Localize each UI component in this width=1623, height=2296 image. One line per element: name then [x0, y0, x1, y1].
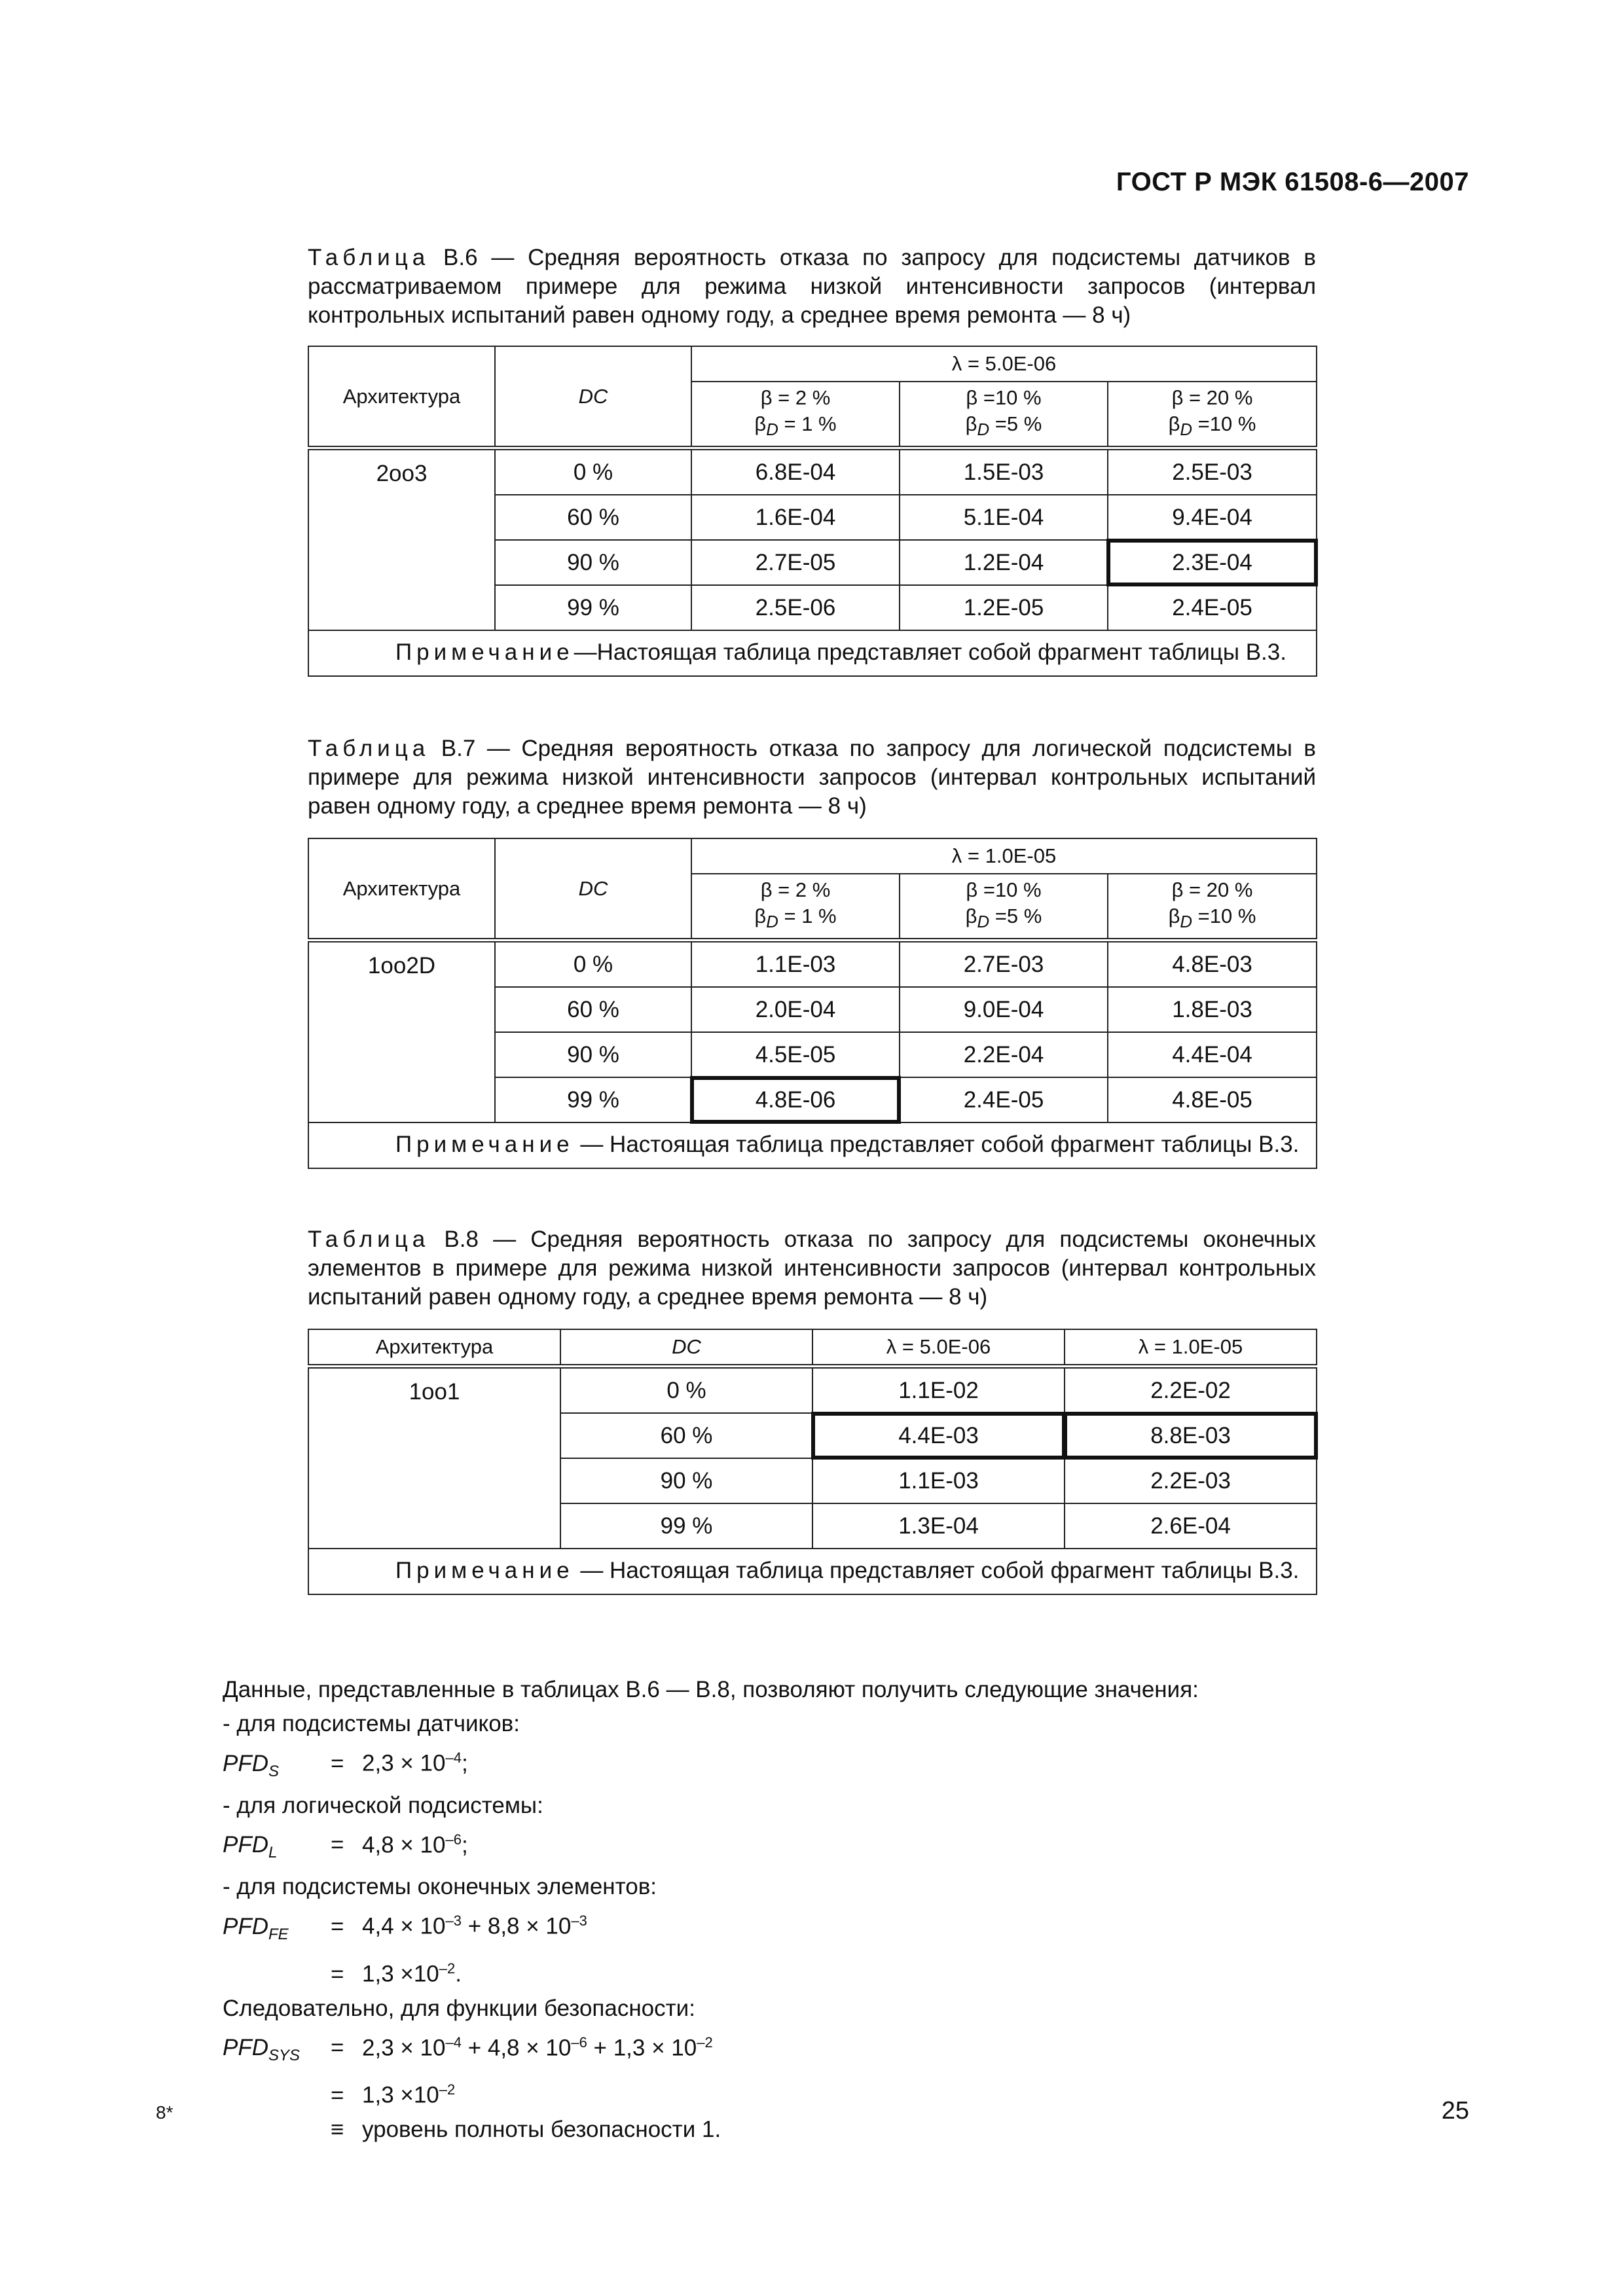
header-beta-2: β =10 % $\beta_D =5$ % — [900, 874, 1108, 941]
architecture-cell: 1oo2D — [308, 941, 495, 1123]
conclusion-label: Следовательно, для функции безопасности: — [223, 1995, 695, 2021]
header-beta-2: β =10 % $\beta_D =5$ % — [900, 382, 1108, 448]
header-beta-3: β = 20 % $\beta_D =10$ % — [1108, 382, 1317, 448]
table-caption-b6 — [308, 243, 1316, 330]
pfd-sys-formula: $PFD_{SYS} = 2,3 \times 10^{-4} + 4,8 \times 10^{-6} + 1,3 \times 10^{-2}$ — [223, 2034, 713, 2065]
value-cell: 2.0E-04 — [691, 987, 900, 1032]
table-note: Примечание — Настоящая таблица представляет собой фрагмент таблицы В.3. — [308, 1122, 1317, 1168]
caption-text: В.7 — Средняя вероятность отказа по запросу для логической подсистемы в примере для режима низкой интенсивности запросов (интервал контрольных испытаний равен одному году, а среднее время ремонта — 8 ч) — [308, 736, 1316, 819]
value-cell: 4.4E-04 — [1108, 1032, 1317, 1077]
header-architecture: Архитектура — [308, 838, 495, 941]
highlighted-value-cell: 4.8E-06 — [691, 1077, 900, 1122]
header-beta-1: β = 2 % $\beta_D = 1$ % — [691, 382, 900, 448]
header-lambda: λ = 1.0E-05 — [691, 838, 1317, 874]
final-elements-label: - для подсистемы оконечных элементов: — [223, 1874, 657, 1900]
value-cell: 2.4E-05 — [1108, 585, 1317, 630]
document-header: ГОСТ Р МЭК 61508-6—2007 — [1116, 168, 1469, 196]
table-caption-b8 — [308, 1225, 1316, 1312]
dc-cell: 90 % — [495, 1032, 691, 1077]
logic-label: - для логической подсистемы: — [223, 1792, 543, 1818]
value-cell: 2.2E-03 — [1065, 1458, 1317, 1503]
header-architecture: Архитектура — [308, 346, 495, 448]
value-cell: 1.1E-02 — [812, 1367, 1065, 1414]
value-cell: 1.1E-03 — [812, 1458, 1065, 1503]
dc-cell: 0 % — [495, 941, 691, 988]
sensors-label: - для подсистемы датчиков: — [223, 1711, 520, 1736]
header-dc: DC — [495, 346, 691, 448]
caption-lead: Таблица — [308, 736, 430, 761]
architecture-cell: 1oo1 — [308, 1367, 560, 1549]
pfd-sys-result: = $1,3 \times 10^{-2}$ — [331, 2081, 456, 2108]
table-caption-b7 — [308, 734, 1316, 821]
value-cell: 2.5E-06 — [691, 585, 900, 630]
caption-lead: Таблица — [308, 245, 430, 270]
table-note: Примечание — Настоящая таблица представляет собой фрагмент таблицы В.3. — [308, 1549, 1317, 1594]
pfd-s-formula: $PFD_S = 2,3 \times 10^{-4}$; — [223, 1749, 468, 1780]
sil-result: ≡ уровень полноты безопасности 1. — [331, 2116, 721, 2142]
value-cell: 1.2E-04 — [900, 540, 1108, 585]
page-number: 25 — [1441, 2097, 1469, 2125]
table-b6 — [308, 346, 1317, 677]
value-cell: 1.6E-04 — [691, 495, 900, 540]
value-cell: 1.2E-05 — [900, 585, 1108, 630]
caption-text: В.6 — Средняя вероятность отказа по запросу для подсистемы датчиков в рассматриваемом примере для режима низкой интенсивности запросов (интервал контрольных испытаний равен одному году, а среднее время ремонта — 8 ч) — [308, 245, 1316, 328]
value-cell: 1.1E-03 — [691, 941, 900, 988]
dc-cell: 90 % — [495, 540, 691, 585]
value-cell: 2.7E-03 — [900, 941, 1108, 988]
dc-cell: 0 % — [560, 1367, 812, 1414]
table-note: Примечание—Настоящая таблица представляет собой фрагмент таблицы В.3. — [308, 630, 1317, 676]
value-cell: 6.8E-04 — [691, 448, 900, 495]
value-cell: 4.8E-05 — [1108, 1077, 1317, 1122]
header-beta-1: β = 2 % $\beta_D = 1$ % — [691, 874, 900, 941]
architecture-cell: 2oo3 — [308, 448, 495, 631]
header-lambda-2: λ = 1.0E-05 — [1065, 1329, 1317, 1367]
table-row — [308, 941, 1317, 988]
value-cell: 2.5E-03 — [1108, 448, 1317, 495]
pfd-fe-formula: $PFD_{FE} = 4,4 \times 10^{-3} + 8,8 \times 10^{-3}$ — [223, 1912, 587, 1943]
value-cell: 2.7E-05 — [691, 540, 900, 585]
value-cell: 1.8E-03 — [1108, 987, 1317, 1032]
header-beta-3: β = 20 % $\beta_D =10$ % — [1108, 874, 1317, 941]
value-cell: 2.4E-05 — [900, 1077, 1108, 1122]
highlighted-value-cell: 2.3E-04 — [1108, 540, 1317, 585]
caption-lead: Таблица — [308, 1227, 430, 1252]
dc-cell: 90 % — [560, 1458, 812, 1503]
results-text — [223, 1673, 1199, 2147]
table-b7 — [308, 838, 1317, 1169]
value-cell: 4.5E-05 — [691, 1032, 900, 1077]
value-cell: 9.0E-04 — [900, 987, 1108, 1032]
table-b8 — [308, 1329, 1317, 1595]
value-cell: 9.4E-04 — [1108, 495, 1317, 540]
pfd-fe-result: = $1,3 \times 10^{-2}$. — [331, 1960, 462, 1987]
intro-line: Данные, представленные в таблицах В.6 — В.8, позволяют получить следующие значения: — [223, 1677, 1199, 1702]
dc-cell: 99 % — [560, 1503, 812, 1549]
header-dc: DC — [495, 838, 691, 941]
header-lambda: λ = 5.0E-06 — [691, 346, 1317, 382]
table-row — [308, 1367, 1317, 1414]
header-lambda-1: λ = 5.0E-06 — [812, 1329, 1065, 1367]
value-cell: 2.2E-02 — [1065, 1367, 1317, 1414]
highlighted-value-cell: 8.8E-03 — [1065, 1413, 1317, 1458]
value-cell: 2.6E-04 — [1065, 1503, 1317, 1549]
value-cell: 5.1E-04 — [900, 495, 1108, 540]
dc-cell: 99 % — [495, 1077, 691, 1122]
pfd-l-formula: $PFD_L = 4,8 \times 10^{-6}$; — [223, 1831, 468, 1862]
footer-sheet-mark: 8* — [156, 2102, 173, 2123]
dc-cell: 99 % — [495, 585, 691, 630]
dc-cell: 60 % — [495, 987, 691, 1032]
dc-cell: 60 % — [495, 495, 691, 540]
header-dc: DC — [560, 1329, 812, 1367]
value-cell: 2.2E-04 — [900, 1032, 1108, 1077]
value-cell: 1.5E-03 — [900, 448, 1108, 495]
dc-cell: 60 % — [560, 1413, 812, 1458]
value-cell: 4.8E-03 — [1108, 941, 1317, 988]
header-architecture: Архитектура — [308, 1329, 560, 1367]
highlighted-value-cell: 4.4E-03 — [812, 1413, 1065, 1458]
value-cell: 1.3E-04 — [812, 1503, 1065, 1549]
table-row — [308, 448, 1317, 495]
caption-text: В.8 — Средняя вероятность отказа по запросу для подсистемы оконечных элементов в примере для режима низкой интенсивности запросов (интервал контрольных испытаний равен одному году, а среднее время ремонта — 8 ч) — [308, 1227, 1316, 1310]
dc-cell: 0 % — [495, 448, 691, 495]
